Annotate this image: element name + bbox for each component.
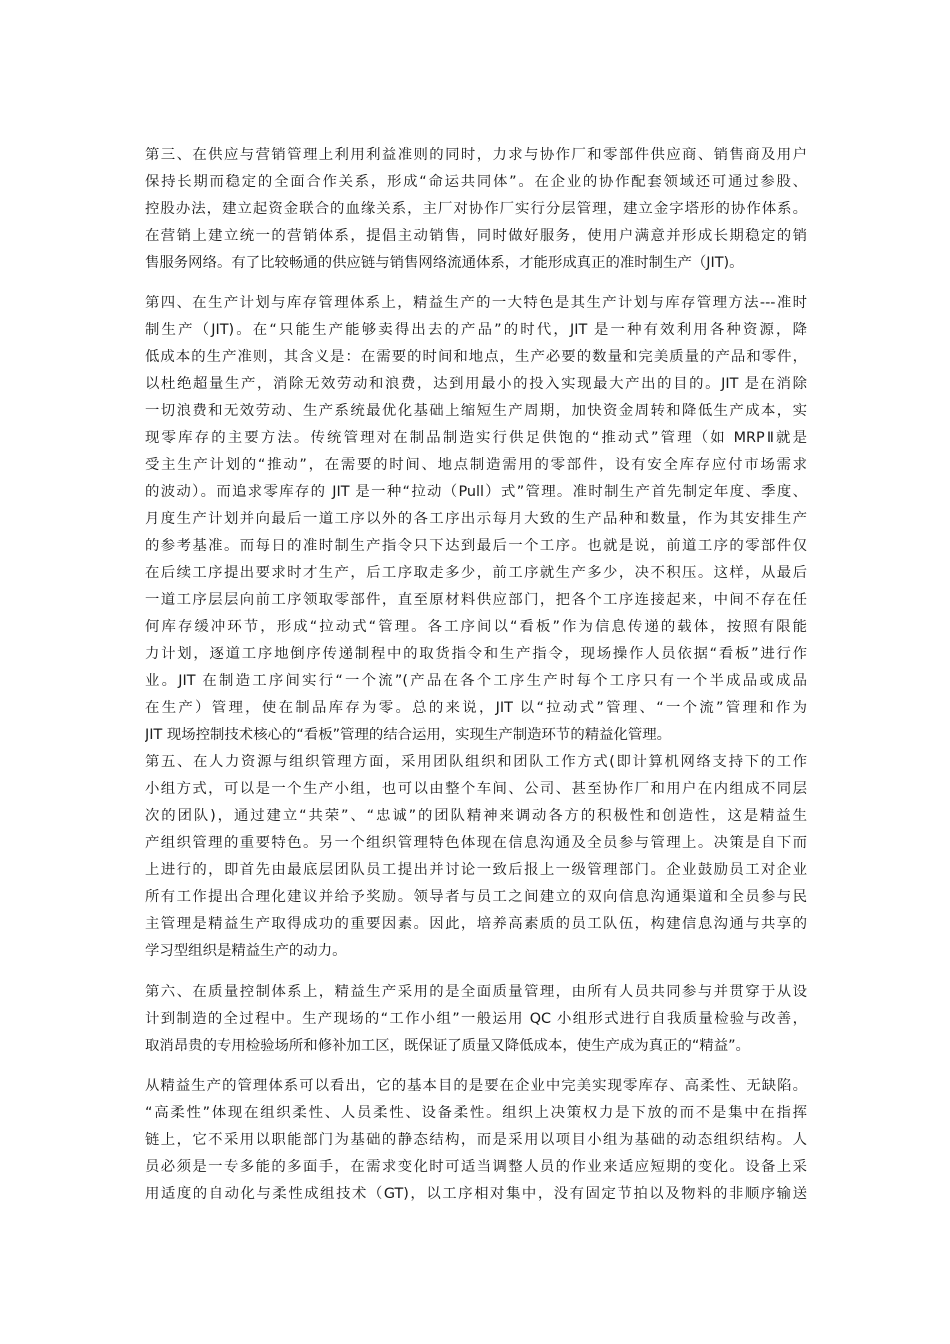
text-line: 控股办法，建立起资金联合的血缘关系，主厂对协作厂实行分层管理，建立金字塔形的协作体系。	[145, 201, 807, 217]
text-line: 的波动）。而追求零库存的 JIT 是一种“拉动（Pull）式”管理。准时制生产首先制定年度、季度、	[145, 484, 807, 500]
text-line: 用适度的自动化与柔性成组技术（GT)，以工序相对集中，没有固定节拍以及物料的非顺序输送	[145, 1186, 807, 1202]
text-line: 第三、在供应与营销管理上利用利益准则的同时，力求与协作厂和零部件供应商、销售商及用户	[145, 147, 807, 163]
text-line: 第五、在人力资源与组织管理方面，采用团队组织和团队工作方式(即计算机网络支持下的工作	[145, 754, 807, 770]
text-line: 产组织管理的重要特色。另一个组织管理特色体现在信息沟通及全员参与管理上。决策是自下而	[145, 835, 807, 851]
text-line: 主管理是精益生产取得成功的重要因素。因此，培养高素质的员工队伍，构建信息沟通与共享的	[145, 916, 807, 932]
text-line: 月度生产计划并向最后一道工序以外的各工序出示每月大致的生产品种和数量，作为其安排生产	[145, 511, 807, 527]
text-line: 何库存缓冲环节，形成“拉动式“管理。各工序间以“看板”作为信息传递的载体，按照有限能	[145, 619, 807, 635]
text-line: 从精益生产的管理体系可以看出，它的基本目的是要在企业中完美实现零库存、高柔性、无缺陷。	[145, 1078, 807, 1094]
text-line: 售服务网络。有了比较畅通的供应链与销售网络流通体系，才能形成真正的准时制生产（JIT)。	[145, 255, 744, 271]
text-line: 链上，它不采用以职能部门为基础的静态结构，而是采用以项目小组为基础的动态组织结构。人	[145, 1132, 807, 1148]
text-line: 保持长期而稳定的全面合作关系，形成“命运共同体”。在企业的协作配套领域还可通过参股、	[145, 174, 807, 190]
paragraph-quality-control	[145, 979, 807, 1060]
text-line: 第六、在质量控制体系上，精益生产采用的是全面质量管理，由所有人员共同参与并贯穿于从设	[145, 984, 807, 1000]
text-line: 低成本的生产准则，其含义是：在需要的时间和地点，生产必要的数量和完美质量的产品和零件，	[145, 349, 807, 365]
text-line: 一切浪费和无效劳动、生产系统最优化基础上缩短生产周期，加快资金周转和降低生产成本，实	[145, 403, 807, 419]
text-line: 受主生产计划的“推动”，在需要的时间、地点制造需用的零部件，设有安全库存应付市场需求	[145, 457, 807, 473]
text-line: 上进行的，即首先由最底层团队员工提出并讨论一致后报上一级管理部门。企业鼓励员工对企业	[145, 862, 807, 878]
text-line: 在生产）管理，使在制品库存为零。总的来说，JIT 以“拉动式”管理、“一个流”管理和作为	[145, 700, 807, 716]
text-line: 第四、在生产计划与库存管理体系上，精益生产的一大特色是其生产计划与库存管理方法---准时	[145, 295, 807, 311]
text-line: 员必须是一专多能的多面手，在需求变化时可适当调整人员的作业来适应短期的变化。设备上采	[145, 1159, 807, 1175]
text-line: “高柔性”体现在组织柔性、人员柔性、设备柔性。组织上决策权力是下放的而不是集中在指挥	[145, 1105, 807, 1121]
text-line: 在后续工序提出要求时才生产，后工序取走多少，前工序就生产多少，决不积压。这样，从最后	[145, 565, 807, 581]
text-line: 所有工作提出合理化建议并给予奖励。领导者与员工之间建立的双向信息沟通渠道和全员参与民	[145, 889, 807, 905]
text-line: 小组方式，可以是一个生产小组，也可以由整个车间、公司、甚至协作厂和用户在内组成不同层	[145, 781, 807, 797]
text-line: 以杜绝超量生产，消除无效劳动和浪费，达到用最小的投入实现最大产出的目的。JIT 是在消除	[145, 376, 807, 392]
paragraph-supply-marketing	[145, 142, 807, 277]
text-line: 在营销上建立统一的营销体系，提倡主动销售，同时做好服务，使用户满意并形成长期稳定的销	[145, 228, 807, 244]
text-line: JIT 现场控制技术核心的“看板”管理的结合运用，实现生产制造环节的精益化管理。	[145, 727, 672, 743]
text-line: 力计划，逐道工序地倒序传递制程中的取货指令和生产指令，现场操作人员依据“看板”进行作	[145, 646, 807, 662]
text-line: 取消昂贵的专用检验场所和修补加工区，既保证了质量又降低成本，使生产成为真正的“精益”。	[145, 1038, 750, 1054]
text-line: 制生产（JIT)。在“只能生产能够卖得出去的产品”的时代，JIT 是一种有效利用各种资源，降	[145, 322, 807, 338]
text-line: 计到制造的全过程中。生产现场的“工作小组”一般运用 QC 小组形式进行自我质量检验与改善，	[145, 1011, 807, 1027]
text-line: 的参考基准。而每日的准时制生产指令只下达到最后一个工序。也就是说，前道工序的零部件仅	[145, 538, 807, 554]
paragraph-summary	[145, 1073, 807, 1208]
text-line: 学习型组织是精益生产的动力。	[145, 943, 347, 959]
text-line: 一道工序层层向前工序领取零部件，直至原材料供应部门，把各个工序连接起来，中间不存在任	[145, 592, 807, 608]
text-line: 现零库存的主要方法。传统管理对在制品制造实行供足供饱的“推动式”管理（如 MRPⅡ就是	[145, 430, 807, 446]
text-line: 业。JIT 在制造工序间实行“一个流”(产品在各个工序生产时每个工序只有一个半成品或成品	[145, 673, 807, 689]
paragraph-hr-organization	[145, 749, 807, 965]
paragraph-production-inventory	[145, 290, 807, 749]
text-line: 次的团队)，通过建立“共荣”、“忠诚”的团队精神来调动各方的积极性和创造性，这是精益生	[145, 808, 807, 824]
